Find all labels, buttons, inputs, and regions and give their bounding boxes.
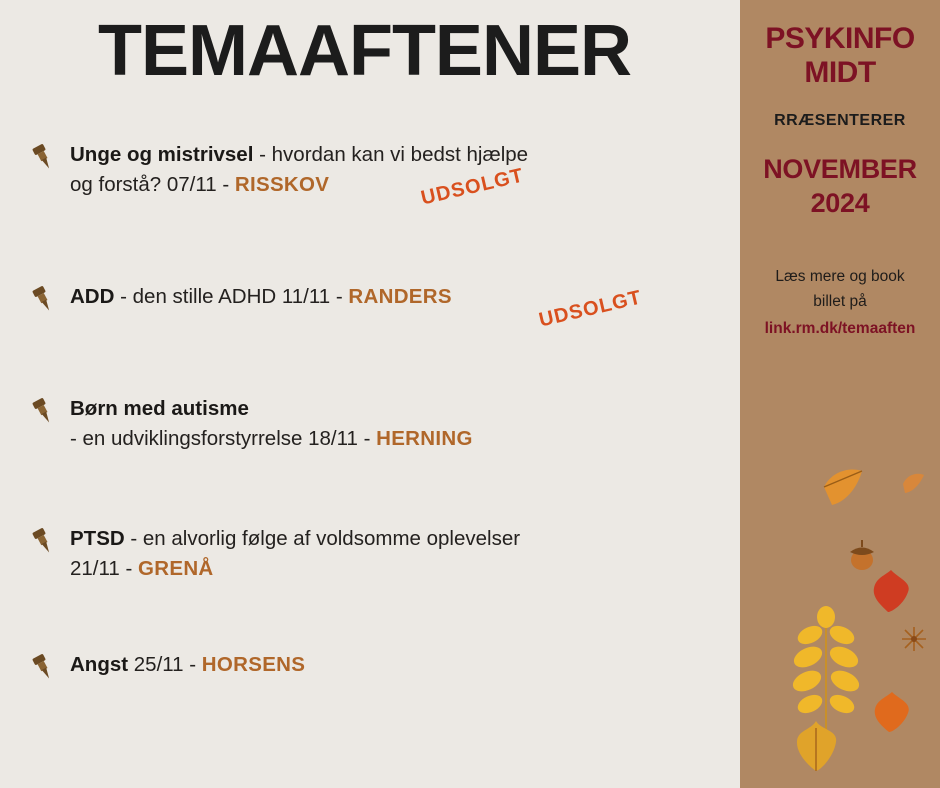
pushpin-icon — [28, 284, 58, 314]
event-text — [70, 524, 728, 584]
event-title: ADD — [70, 285, 115, 308]
event-title: Unge og mistrivsel — [70, 143, 254, 166]
status-badge: UDSOLGT — [536, 286, 644, 332]
leaf-icon — [870, 690, 914, 739]
pushpin-icon — [28, 396, 58, 426]
list-item — [28, 524, 728, 650]
event-text — [70, 282, 728, 332]
event-text — [70, 650, 728, 680]
brand-name — [740, 22, 940, 90]
pushpin-icon — [28, 142, 58, 172]
booking-info — [740, 264, 940, 341]
brand-line-2: MIDT — [804, 56, 876, 89]
poster-sidebar — [740, 0, 940, 788]
pushpin-icon — [28, 526, 58, 556]
event-location: GRENÅ — [138, 557, 214, 580]
list-item — [28, 394, 728, 524]
booking-line-1: Læs mere og book — [775, 268, 905, 285]
month-year — [740, 152, 940, 220]
month-label: NOVEMBER — [763, 154, 917, 184]
event-location: RANDERS — [348, 285, 452, 308]
leaf-icon — [788, 718, 844, 779]
leaf-icon — [868, 568, 914, 619]
event-desc-2: 21/11 - — [70, 557, 138, 580]
list-item — [28, 282, 728, 394]
list-item — [28, 140, 728, 282]
event-desc-2: og forstå? 07/11 - — [70, 173, 235, 196]
event-location: HERNING — [376, 427, 473, 450]
pushpin-icon — [28, 652, 58, 682]
list-item — [28, 650, 728, 710]
event-title: Børn med autisme — [70, 397, 249, 420]
event-title: Angst — [70, 653, 129, 676]
event-location: HORSENS — [201, 653, 306, 676]
event-location: RISSKOV — [234, 173, 330, 196]
event-list — [28, 140, 728, 710]
status-badge: UDSOLGT — [418, 164, 526, 210]
event-desc: - en udviklingsforstyrrelse 18/11 - — [70, 427, 377, 450]
event-desc: 25/11 - — [128, 653, 202, 676]
presents-label: RRÆSENTERER — [774, 112, 906, 129]
event-text — [70, 140, 728, 210]
event-desc: - en alvorlig følge af voldsomme oplevelser — [124, 527, 521, 550]
event-text — [70, 394, 728, 454]
year-label: 2024 — [810, 188, 870, 218]
seed-icon — [900, 625, 928, 658]
brand-line-1: PSYKINFO — [765, 22, 915, 55]
page-title: TEMAAFTENER — [98, 11, 631, 91]
booking-link[interactable]: link.rm.dk/temaaften — [764, 320, 916, 337]
leaf-icon — [818, 465, 866, 514]
event-desc: - den stille ADHD 11/11 - — [114, 285, 349, 308]
leaf-icon — [900, 470, 926, 501]
event-title: PTSD — [70, 527, 125, 550]
event-desc: - hvordan kan vi bedst hjælpe — [253, 143, 529, 166]
booking-line-2: billet på — [813, 293, 867, 310]
